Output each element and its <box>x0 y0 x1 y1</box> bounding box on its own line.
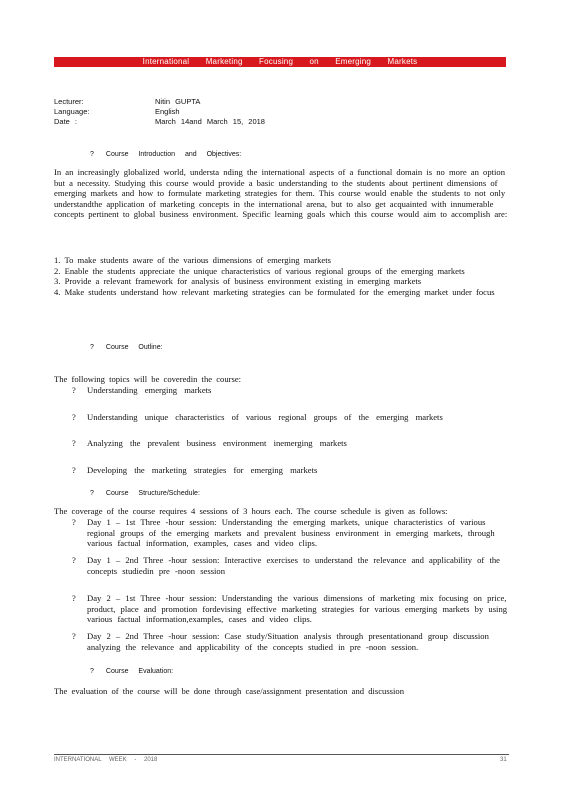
outline-heading-text: Course Outline: <box>105 344 163 351</box>
outline-item-text: Analyzing the prevalent business environment inemerging markets <box>87 438 347 448</box>
outline-item-text: Developing the marketing strategies for emerging markets <box>87 465 318 475</box>
schedule-item <box>54 593 509 625</box>
schedule-item-text: Day 1 – 1st Three -hour session: Understanding the emerging markets, unique characteristics of various regional groups of the emerging markets and prevalent business environment in emerging markets, through various factual information, examples, cases and video clips. <box>87 517 495 549</box>
intro-heading-text: Course Introduction and Objectives: <box>105 151 242 158</box>
evaluation-paragraph <box>54 686 509 697</box>
schedule-item-text: Day 1 – 2nd Three -hour session: Interactive exercises to understand the relevance and applicability of the concepts studiedin pre -noon session <box>87 555 500 576</box>
intro-paragraph <box>54 167 509 220</box>
outline-intro-text: The following topics will be coveredin the course: <box>54 374 242 384</box>
intro-heading <box>90 151 241 158</box>
bullet-icon: ? <box>72 465 76 475</box>
objectives-list <box>54 255 509 297</box>
bullet-icon: ? <box>90 490 94 497</box>
language-row <box>54 107 180 117</box>
footer-divider <box>54 754 509 755</box>
evaluation-text: The evaluation of the course will be done through case/assignment presentation and discussion <box>54 686 405 696</box>
bullet-icon: ? <box>72 631 76 641</box>
bullet-icon: ? <box>72 385 76 395</box>
schedule-item <box>54 555 509 576</box>
schedule-intro-text: The coverage of the course requires 4 sessions of 3 hours each. The course schedule is given as follows: <box>54 506 448 516</box>
outline-item <box>54 412 443 423</box>
bullet-icon: ? <box>72 517 76 527</box>
schedule-heading-text: Course Structure/Schedule: <box>105 490 200 497</box>
schedule-heading <box>90 490 200 497</box>
outline-item-text: Understanding emerging markets <box>87 385 212 395</box>
lecturer-label: Lecturer: <box>54 97 84 106</box>
objective-item: 2. Enable the students appreciate the unique characteristics of various regional groups of the emerging markets <box>54 265 465 276</box>
objective-item: 4. Make students understand how relevant marketing strategies can be formulated for the emerging market under focus <box>54 286 495 297</box>
lecturer-value: Nitin GUPTA <box>155 97 201 106</box>
objective-item: 3. Provide a relevant framework for analysis of business environment existing in emerging markets <box>54 276 422 287</box>
bullet-icon: ? <box>72 412 76 422</box>
outline-heading <box>90 344 163 351</box>
bullet-icon: ? <box>72 438 76 448</box>
evaluation-heading-text: Course Evaluation: <box>105 668 174 675</box>
date-value: March 14and March 15, 2018 <box>155 117 265 126</box>
bullet-icon: ? <box>90 344 94 351</box>
date-row <box>54 117 265 127</box>
page-number: 31 <box>500 757 507 763</box>
schedule-item-text: Day 2 – 2nd Three -hour session: Case study/Situation analysis through presentationand group discussion analyzing the relevance and applicability of the concepts studied in pre -noon session. <box>87 631 489 652</box>
outline-item <box>54 465 317 476</box>
date-label: Date : <box>54 117 78 126</box>
lecturer-row <box>54 97 200 107</box>
bullet-icon: ? <box>90 151 94 158</box>
bullet-icon: ? <box>72 555 76 565</box>
bullet-icon: ? <box>72 593 76 603</box>
schedule-item <box>54 631 509 652</box>
objective-item: 1. To make students aware of the various dimensions of emerging markets <box>54 255 331 265</box>
evaluation-heading <box>90 668 173 675</box>
language-label: Language: <box>54 107 90 116</box>
outline-item <box>54 438 347 449</box>
outline-item-text: Understanding unique characteristics of various regional groups of the emerging markets <box>87 412 443 422</box>
schedule-item <box>54 517 509 549</box>
document-title: International Marketing Focusing on Emerging Markets <box>142 57 418 66</box>
schedule-item-text: Day 2 – 1st Three -hour session: Understanding the various dimensions of marketing mix focusing on price, product, place and promotion fordevising effective marketing strategies for various emerging markets by using various factual information,examples, cases and video clips. <box>87 593 508 625</box>
language-value: English <box>155 107 180 116</box>
intro-paragraph-text: In an increasingly globalized world, understa nding the international aspects of a functional domain is no more an option but a necessity. Studying this course would provide a basic understanding to the students about pertinent dimensions of emerging markets and how to formulate marketing strategies for them. This course would enable the students to not only understandthe application of marketing concepts in the international arena, but to also get acquainted with innumerable concepts pertinent to global business environment. Specific learning goals which this course would aim to accomplish are: <box>54 167 508 220</box>
bullet-icon: ? <box>90 668 94 675</box>
title-banner <box>54 57 506 67</box>
schedule-intro <box>54 506 509 517</box>
footer-label: INTERNATIONAL WEEK - 2018 <box>54 757 158 763</box>
outline-intro <box>54 374 509 385</box>
outline-item <box>54 385 211 396</box>
